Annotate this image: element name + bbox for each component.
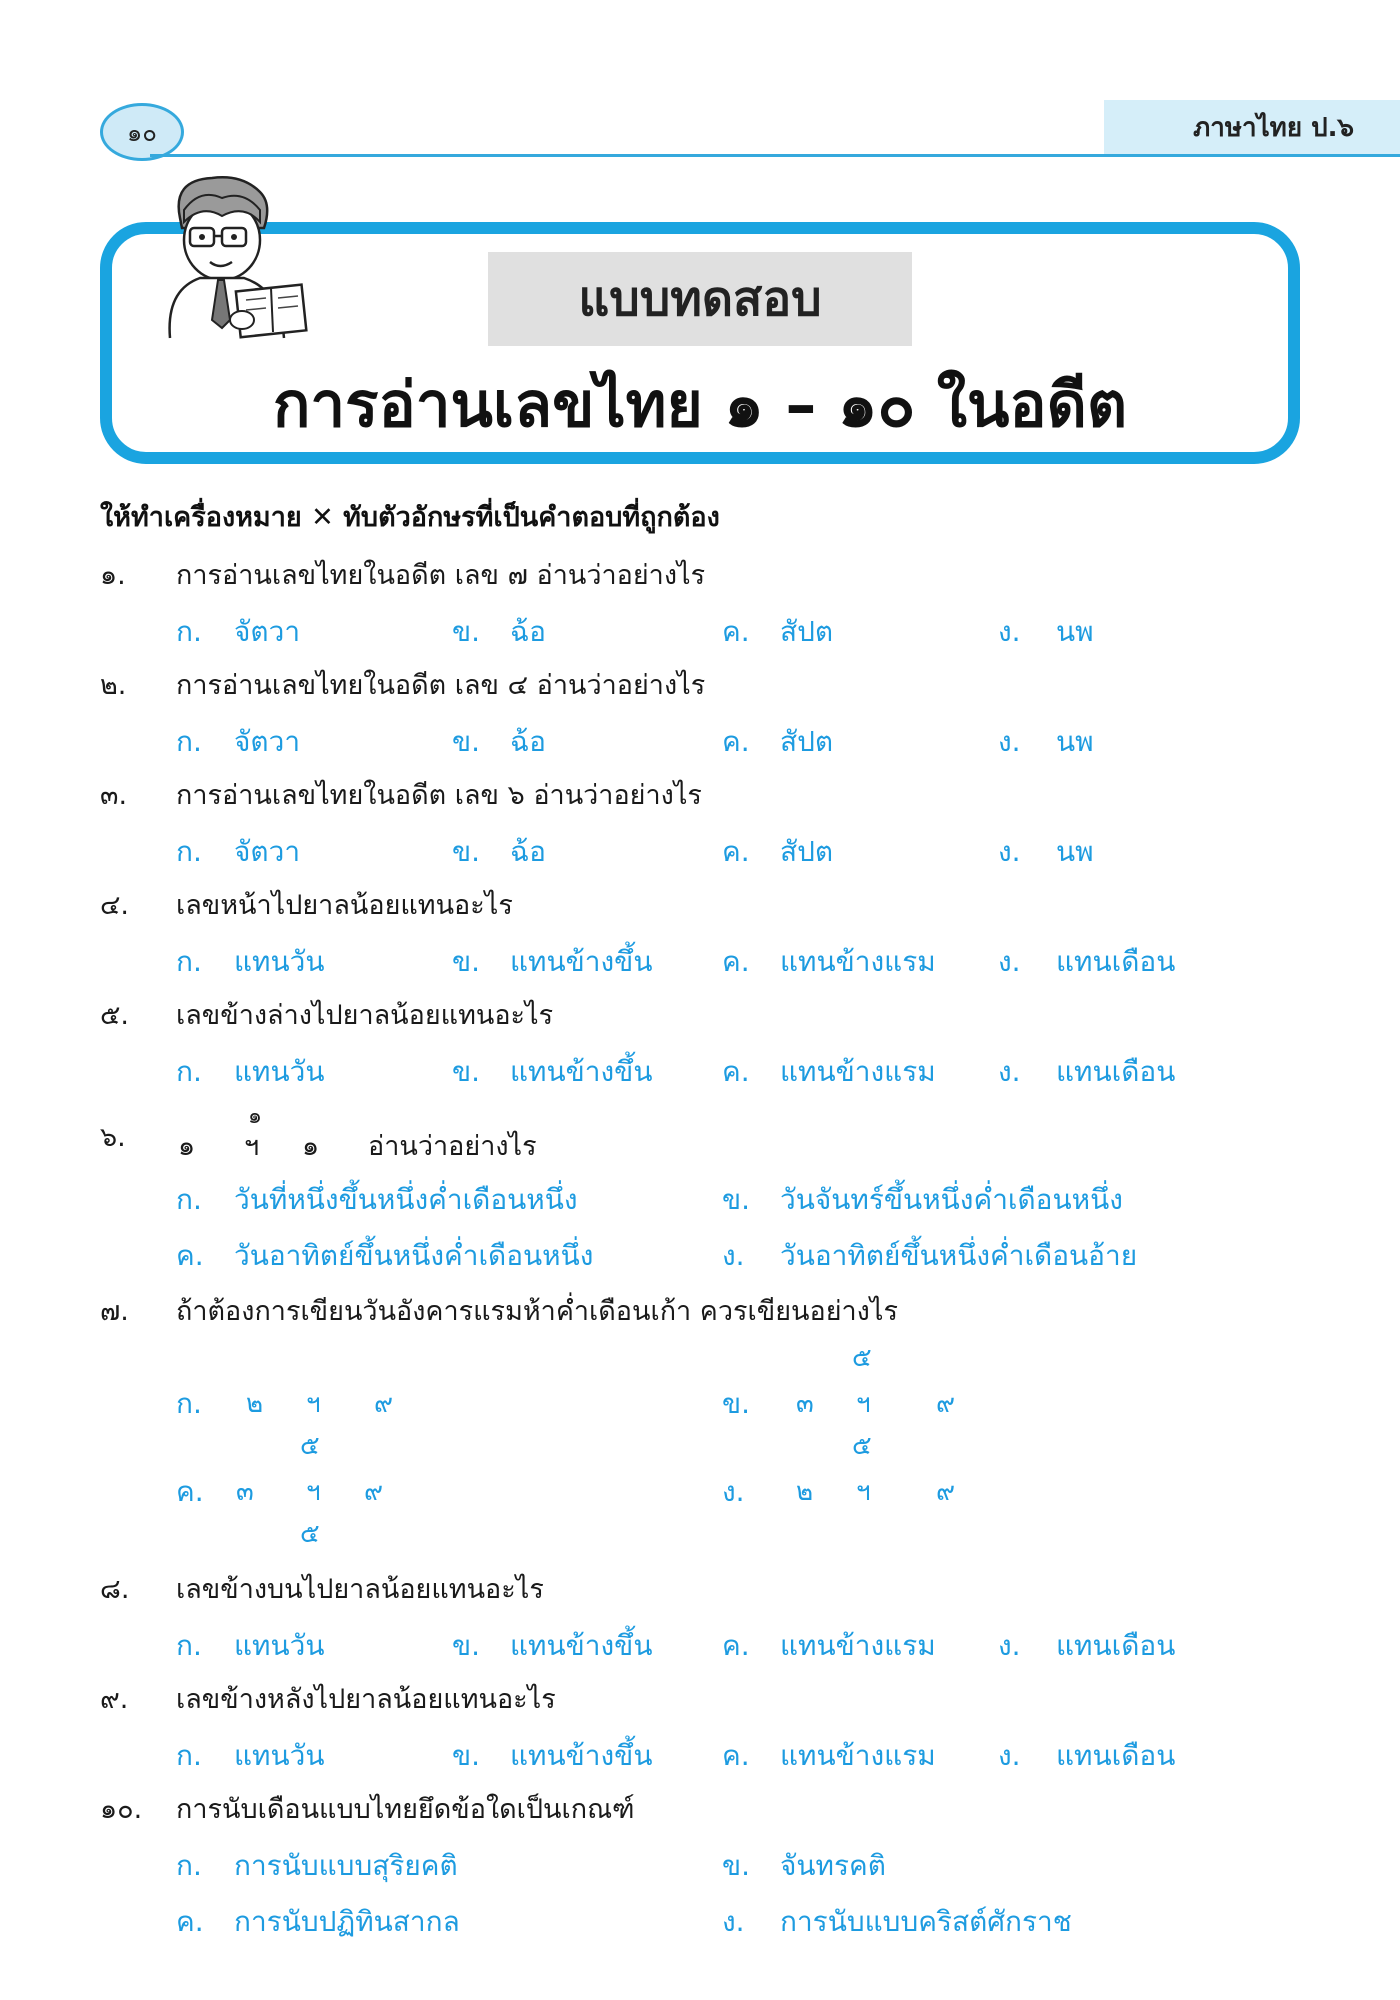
option-label: ข. [452,1629,481,1662]
option-label: ข. [452,615,481,648]
date-digit-right: ๑ [302,1131,320,1162]
option-label: ง. [998,1629,1021,1662]
date-digit-left: ๒ [246,1389,264,1419]
option-label: ข. [722,1849,751,1882]
option-label: ข. [452,835,481,868]
option-text: วันที่หนึ่งขึ้นหนึ่งค่ำเดือนหนึ่ง [234,1183,578,1216]
option-text: จันทรคติ [780,1849,886,1882]
test-subtitle: แบบทดสอบ [488,252,912,346]
option-text: ฉ้อ [510,725,546,758]
option-label: ข. [452,945,481,978]
question-text: เลขข้างหลังไปยาลน้อยแทนอะไร [176,1684,556,1715]
option-text: สัปต [780,615,834,648]
option-text: ฉ้อ [510,835,546,868]
question-text: การอ่านเลขไทยในอดีต เลข ๗ อ่านว่าอย่างไร [176,560,706,591]
option-text: สัปต [780,725,834,758]
book-title: ภาษาไทย ป.๖ [1193,112,1354,143]
question-number: ๒. [100,670,127,701]
option-label: ง. [998,1739,1021,1772]
option-label: ก. [176,1739,202,1772]
date-mark: ฯ [856,1389,871,1419]
question-number: ๗. [100,1296,129,1327]
option-label: ค. [722,835,750,868]
question-number: ๑. [100,560,126,591]
option-label: ง. [722,1475,745,1508]
option-text: แทนวัน [234,945,325,978]
option-text: แทนวัน [234,1629,325,1662]
option-text: แทนข้างแรม [780,1739,936,1772]
option-text: นพ [1056,835,1094,868]
teacher-reading-illustration [152,170,312,340]
option-text: วันอาทิตย์ขึ้นหนึ่งค่ำเดือนหนึ่ง [234,1239,594,1272]
date-digit-below: ๕ [300,1519,320,1549]
option-label: ก. [176,945,202,978]
question-text: อ่านว่าอย่างไร [368,1131,537,1162]
question-5 [100,996,1300,1036]
option-label: ค. [722,725,750,758]
question-number: ๙. [100,1684,129,1715]
header-rule [150,154,1400,157]
date-digit-right: ๙ [936,1389,956,1419]
option-text: แทนวัน [234,1055,325,1088]
option-label: ง. [998,1055,1021,1088]
option-label: ข. [722,1387,751,1420]
option-text: แทนข้างขึ้น [510,945,653,978]
date-digit-right: ๙ [364,1477,384,1507]
option-text: แทนเดือน [1056,945,1176,978]
option-label: ข. [722,1183,751,1216]
question-text: การนับเดือนแบบไทยยึดข้อใดเป็นเกณฑ์ [176,1794,635,1825]
question-3 [100,776,1300,816]
option-label: ก. [176,1849,202,1882]
test-title: การอ่านเลขไทย ๑ – ๑๐ ในอดีต [272,368,1128,441]
question-9 [100,1680,1300,1720]
date-mark: ฯ [306,1389,321,1419]
option-label: ก. [176,1629,202,1662]
option-label: ข. [452,1055,481,1088]
book-title-tab [1104,100,1400,154]
question-number: ๘. [100,1574,130,1605]
option-label: ข. [452,725,481,758]
question-text: เลขข้างล่างไปยาลน้อยแทนอะไร [176,1000,554,1031]
question-text: การอ่านเลขไทยในอดีต เลข ๔ อ่านว่าอย่างไร [176,670,706,701]
option-text: จัตวา [234,725,301,758]
option-label: ข. [452,1739,481,1772]
question-number: ๑๐. [100,1794,143,1825]
date-digit-right: ๙ [374,1389,394,1419]
option-text: วันจันทร์ขึ้นหนึ่งค่ำเดือนหนึ่ง [780,1183,1123,1216]
option-text: จัตวา [234,835,301,868]
date-digit-right: ๙ [936,1477,956,1507]
option-text: แทนข้างขึ้น [510,1629,653,1662]
option-text: การนับปฏิทินสากล [234,1905,460,1938]
date-digit-above: ๑ [248,1104,262,1129]
question-6 [100,1118,1300,1158]
question-number: ๓. [100,780,128,811]
option-label: ง. [998,615,1021,648]
option-text: แทนวัน [234,1739,325,1772]
option-label: ค. [722,1055,750,1088]
page-number: ๑๐ [100,103,184,161]
option-text: การนับแบบคริสต์ศักราช [780,1905,1072,1938]
date-digit-below: ๕ [300,1431,320,1461]
date-digit-above: ๕ [852,1431,872,1461]
date-digit-left: ๒ [796,1477,814,1507]
question-7 [100,1292,1300,1332]
option-text: แทนข้างแรม [780,1055,936,1088]
option-label: ง. [998,725,1021,758]
option-label: ค. [722,1739,750,1772]
question-text: การอ่านเลขไทยในอดีต เลข ๖ อ่านว่าอย่างไร [176,780,702,811]
option-label: ง. [998,945,1021,978]
option-text: สัปต [780,835,834,868]
option-text: นพ [1056,725,1094,758]
date-mark: ฯ [856,1477,871,1507]
option-text: แทนเดือน [1056,1055,1176,1088]
option-label: ก. [176,835,202,868]
question-8 [100,1570,1300,1610]
option-label: ก. [176,1183,202,1216]
option-label: ค. [176,1475,204,1508]
option-text: ฉ้อ [510,615,546,648]
question-4 [100,886,1300,926]
option-text: แทนเดือน [1056,1629,1176,1662]
option-label: ค. [176,1239,204,1272]
date-digit-left: ๓ [236,1477,254,1507]
date-mark: ฯ [306,1477,321,1507]
date-digit-left: ๑ [178,1131,196,1162]
instructions: ให้ทำเครื่องหมาย ✕ ทับตัวอักษรที่เป็นคำตอบที่ถูกต้อง [100,502,720,533]
option-text: แทนข้างขึ้น [510,1739,653,1772]
date-digit-above: ๕ [852,1343,872,1373]
question-number: ๕. [100,1000,130,1031]
question-2 [100,666,1300,706]
option-text: แทนเดือน [1056,1739,1176,1772]
question-text: เลขข้างบนไปยาลน้อยแทนอะไร [176,1574,544,1605]
question-10 [100,1790,1300,1830]
option-text: นพ [1056,615,1094,648]
option-label: ก. [176,615,202,648]
option-label: ก. [176,1387,202,1420]
option-text: แทนข้างแรม [780,1629,936,1662]
question-number: ๔. [100,890,130,921]
option-label: ก. [176,725,202,758]
option-text: แทนข้างขึ้น [510,1055,653,1088]
question-text: เลขหน้าไปยาลน้อยแทนอะไร [176,890,513,921]
date-mark: ฯ [244,1131,260,1162]
option-text: จัตวา [234,615,301,648]
option-label: ค. [722,945,750,978]
question-text: ถ้าต้องการเขียนวันอังคารแรมห้าค่ำเดือนเก้า ควรเขียนอย่างไร [176,1296,898,1327]
option-text: แทนข้างแรม [780,945,936,978]
option-label: ก. [176,1055,202,1088]
option-label: ง. [722,1239,745,1272]
option-label: ง. [722,1905,745,1938]
date-digit-left: ๓ [796,1389,814,1419]
option-label: ค. [176,1905,204,1938]
option-text: การนับแบบสุริยคติ [234,1849,458,1882]
option-label: ค. [722,615,750,648]
question-number: ๖. [100,1122,126,1153]
option-text: วันอาทิตย์ขึ้นหนึ่งค่ำเดือนอ้าย [780,1239,1138,1272]
question-1 [100,556,1300,596]
option-label: ค. [722,1629,750,1662]
option-label: ง. [998,835,1021,868]
